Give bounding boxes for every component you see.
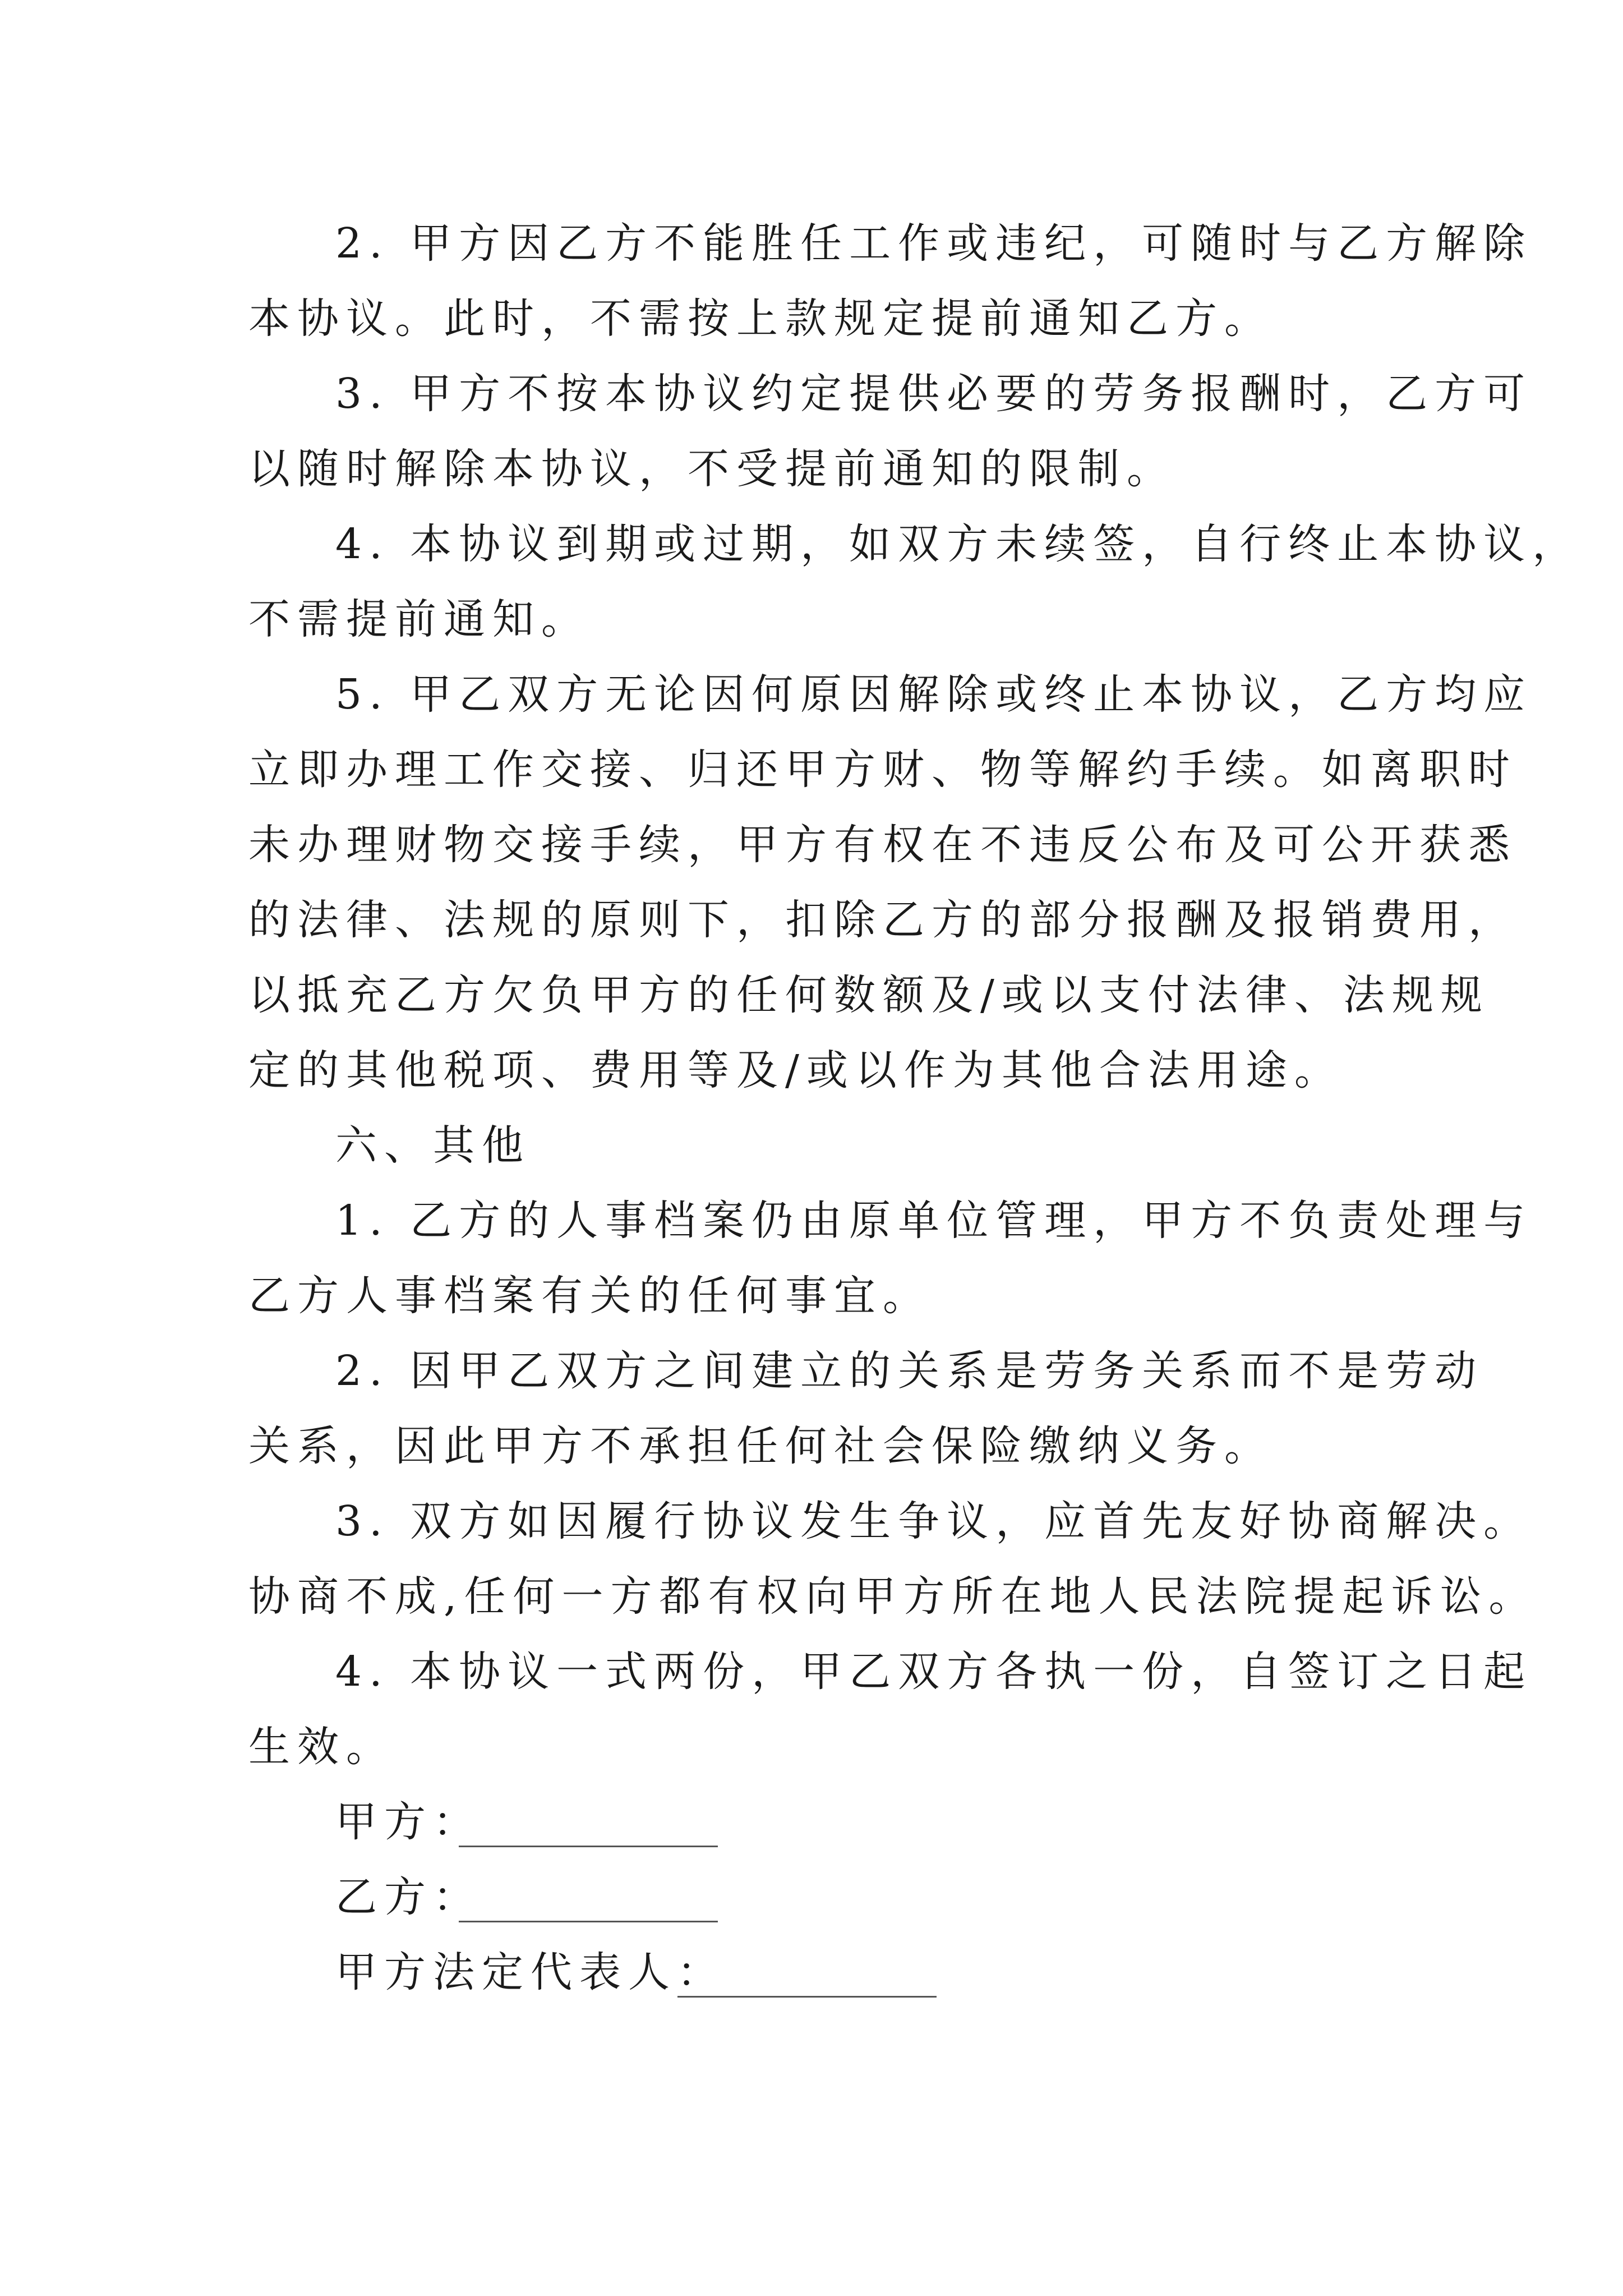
clause-5-4-line-1: 4. 本协议到期或过期，如双方未续签，自行终止本协议， xyxy=(335,520,1581,568)
clause-5-2-line-1: 2. 甲方因乙方不能胜任工作或违纪，可随时与乙方解除 xyxy=(335,219,1533,268)
signature-line-party-a xyxy=(459,1846,718,1847)
clause-6-2-line-1: 2. 因甲乙双方之间建立的关系是劳务关系而不是劳动 xyxy=(335,1347,1484,1395)
clause-6-2-line-2: 关系，因此甲方不承担任何社会保险缴纳义务。 xyxy=(248,1422,1273,1470)
clause-5-3-line-2: 以随时解除本协议，不受提前通知的限制。 xyxy=(248,445,1175,493)
signature-label-party-b: 乙方： xyxy=(335,1873,482,1921)
signature-label-legal-rep: 甲方法定代表人： xyxy=(335,1948,726,1996)
clause-6-1-line-1: 1. 乙方的人事档案仍由原单位管理，甲方不负责处理与 xyxy=(335,1197,1533,1245)
clause-5-5-line-6: 定的其他税项、费用等及/或以作为其他合法用途。 xyxy=(248,1046,1343,1094)
clause-5-5-line-2: 立即办理工作交接、归还甲方财、物等解约手续。如离职时 xyxy=(248,746,1517,794)
signature-line-legal-rep xyxy=(677,1996,937,1998)
clause-5-4-line-2: 不需提前通知。 xyxy=(248,595,590,643)
section-6-heading: 六、其他 xyxy=(335,1121,531,1170)
clause-6-1-line-2: 乙方人事档案有关的任何事宜。 xyxy=(248,1272,932,1320)
clause-5-3-line-1: 3. 甲方不按本协议约定提供必要的劳务报酬时，乙方可 xyxy=(335,370,1533,418)
clause-5-2-line-2: 本协议。此时，不需按上款规定提前通知乙方。 xyxy=(248,295,1273,343)
signature-line-party-b xyxy=(459,1921,718,1922)
clause-5-5-line-5: 以抵充乙方欠负甲方的任何数额及/或以支付法律、法规规 xyxy=(248,971,1490,1019)
signature-label-party-a: 甲方： xyxy=(335,1798,482,1846)
clause-5-5-line-1: 5. 甲乙双方无论因何原因解除或终止本协议，乙方均应 xyxy=(335,670,1533,719)
clause-6-3-line-1: 3. 双方如因履行协议发生争议，应首先友好协商解决。 xyxy=(335,1497,1533,1545)
clause-6-4-line-1: 4. 本协议一式两份，甲乙双方各执一份，自签订之日起 xyxy=(335,1648,1533,1696)
clause-5-5-line-4: 的法律、法规的原则下，扣除乙方的部分报酬及报销费用， xyxy=(248,896,1517,944)
clause-6-4-line-2: 生效。 xyxy=(248,1723,395,1771)
clause-6-3-line-2: 协商不成,任何一方都有权向甲方所在地人民法院提起诉讼。 xyxy=(248,1572,1538,1621)
clause-5-5-line-3: 未办理财物交接手续，甲方有权在不违反公布及可公开获悉 xyxy=(248,821,1517,869)
